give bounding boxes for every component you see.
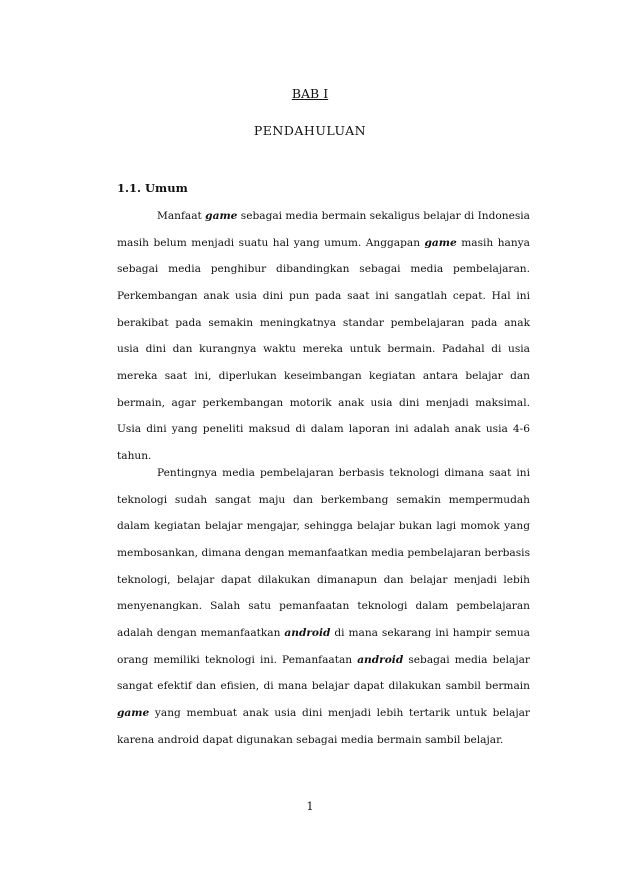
text-run: Manfaat (157, 210, 206, 222)
text-run: sebagai media bermain sekaligus belajar di Indonesia masih belum menjadi suatu hal yang umum. Anggapan (117, 210, 531, 249)
text-run: sebagai media belajar sangat efektif dan efisien, di mana belajar dapat dilakukan sambil bermain (117, 653, 530, 693)
chapter-title: PENDAHULUAN (253, 123, 367, 138)
text-run: di mana sekarang ini hampir semua orang memiliki teknologi ini. Pemanfaatan (117, 626, 530, 666)
emphasis-game: game (117, 706, 150, 719)
emphasis-android: android (284, 626, 331, 639)
section-heading: 1.1. Umum (117, 181, 188, 195)
emphasis-android: android (357, 653, 404, 666)
emphasis-game: game (205, 210, 238, 222)
text-run: masih hanya sebagai media penghibur dibandingkan sebagai media pembelajaran. Perkembangan anak usia dini pun pada saat ini sangatlah cepat. Hal ini berakibat pada semakin meningkatnya standar pembelajaran pada anak usia dini dan kurangnya waktu mereka untuk bermain. Padahal di usia mereka saat ini, diperlukan keseimbangan kegiatan antara belajar dan bermain, agar perkembangan motorik anak usia dini menjadi maksimal. Usia dini yang peneliti maksud di dalam laporan ini adalah anak usia 4-6 tahun. (117, 236, 530, 462)
text-run: Pentingnya media pembelajaran berbasis teknologi dimana saat ini teknologi sudah sangat maju dan berkembang semakin mempermudah dalam kegiatan belajar mengajar, sehingga belajar bukan lagi momok yang membosankan, dimana dengan memanfaatkan media pembelajaran berbasis teknologi, belajar dapat dilakukan dimanapun dan belajar menjadi lebih menyenangkan. Salah satu pemanfaatan teknologi dalam pembelajaran adalah dengan memanfaatkan (117, 467, 530, 639)
paragraph-2 (117, 460, 530, 753)
emphasis-game: game (424, 236, 457, 249)
paragraph-1 (117, 203, 530, 470)
chapter-number: BAB I (291, 86, 329, 101)
page-number: 1 (306, 800, 314, 813)
text-run: yang membuat anak usia dini menjadi lebih tertarik untuk belajar karena android dapat digunakan sebagai media bermain sambil belajar. (117, 706, 530, 746)
